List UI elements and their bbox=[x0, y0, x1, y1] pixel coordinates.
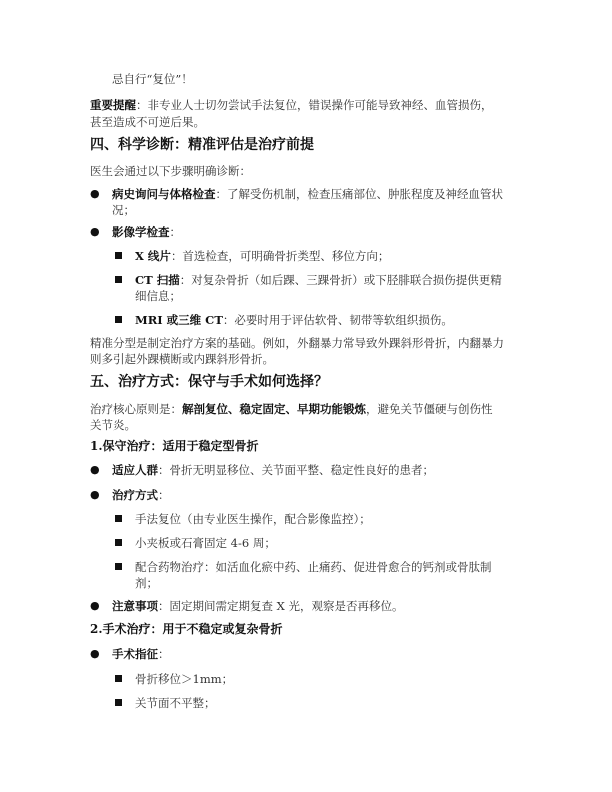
conservative-item-1-label: 适应人群 bbox=[112, 463, 158, 477]
imaging-sub-1-text: ：首选检查，可明确骨折类型、移位方向； bbox=[170, 249, 390, 263]
imaging-sub-1-label: X 线片 bbox=[135, 249, 171, 263]
conservative-item-3 bbox=[112, 597, 404, 615]
surgical-item-1-label: 手术指征 bbox=[112, 647, 158, 661]
section-4-intro: 医生会通过以下步骤明确诊断： bbox=[90, 164, 251, 178]
imaging-sub-3-text: ：必要时用于评估软骨、韧带等软组织损伤。 bbox=[222, 313, 453, 327]
imaging-sub-3-label: MRI 或三维 CT bbox=[135, 313, 223, 327]
conservative-item-2-colon: ： bbox=[158, 488, 170, 502]
bullet-square-icon bbox=[115, 539, 122, 546]
warning-text-2: 甚至造成不可逆后果。 bbox=[90, 115, 205, 129]
bullet-square-icon bbox=[115, 515, 122, 522]
surgical-sub-1: 骨折移位＞1mm； bbox=[135, 672, 234, 686]
bullet-dot-icon: ● bbox=[90, 488, 100, 501]
bullet-square-icon bbox=[115, 316, 122, 323]
conservative-item-2-label: 治疗方式 bbox=[112, 488, 158, 502]
section-4-summary-1: 精准分型是制定治疗方案的基础。例如，外翻暴力常导致外踝斜形骨折，内翻暴力 bbox=[90, 336, 504, 350]
conservative-item-1 bbox=[112, 461, 434, 479]
conservative-item-2 bbox=[112, 486, 170, 504]
diag-item-1-label: 病史询问与体格检查 bbox=[112, 187, 216, 201]
imaging-sub-2-text-2: 细信息； bbox=[135, 289, 181, 303]
imaging-sub-3 bbox=[135, 311, 453, 329]
conservative-item-1-text: ：骨折无明显移位、关节面平整、稳定性良好的患者； bbox=[158, 463, 434, 477]
warning-label: 重要提醒 bbox=[90, 98, 136, 112]
surgical-sub-2: 关节面不平整； bbox=[135, 696, 216, 710]
bullet-square-icon bbox=[115, 276, 122, 283]
conservative-heading: 1.保守治疗：适用于稳定型骨折 bbox=[90, 439, 259, 453]
bullet-dot-icon: ● bbox=[90, 647, 100, 660]
imaging-sub-2-label: CT 扫描 bbox=[135, 273, 180, 287]
diag-item-1-text-2: 况； bbox=[112, 203, 135, 217]
surgical-item-1-colon: ： bbox=[158, 647, 170, 661]
warning-text-1: ：非专业人士切勿尝试手法复位，错误操作可能导致神经、血管损伤， bbox=[136, 98, 493, 112]
section-5-intro bbox=[90, 400, 493, 418]
section-5-title: 五、治疗方式：保守与手术如何选择？ bbox=[90, 374, 328, 390]
conservative-sub-3: 配合药物治疗：如活血化瘀中药、止痛药、促进骨愈合的钙剂或骨肽制 bbox=[135, 560, 492, 574]
diag-item-2-colon: ： bbox=[169, 225, 181, 239]
conservative-item-3-label: 注意事项 bbox=[112, 599, 158, 613]
conservative-sub-3-2: 剂； bbox=[135, 576, 158, 590]
imaging-sub-1 bbox=[135, 247, 389, 265]
section-5-intro-bold: 解剖复位、稳定固定、早期功能锻炼 bbox=[182, 402, 366, 416]
diag-item-2-label: 影像学检查 bbox=[112, 225, 170, 239]
bullet-dot-icon: ● bbox=[90, 225, 100, 238]
diag-item-2 bbox=[112, 223, 181, 241]
diag-item-1 bbox=[112, 185, 503, 203]
bullet-square-icon bbox=[115, 563, 122, 570]
section-4-title: 四、科学诊断：精准评估是治疗前提 bbox=[90, 137, 314, 153]
section-5-intro-2: 关节炎。 bbox=[90, 418, 136, 432]
bullet-dot-icon: ● bbox=[90, 599, 100, 612]
bullet-dot-icon: ● bbox=[90, 187, 100, 200]
bullet-dot-icon: ● bbox=[90, 463, 100, 476]
section-5-intro-post: ，避免关节僵硬与创伤性 bbox=[366, 402, 493, 416]
imaging-sub-2-text: ：对复杂骨折（如后踝、三踝骨折）或下胫腓联合损伤提供更精 bbox=[179, 273, 502, 287]
conservative-sub-2: 小夹板或石膏固定 4-6 周； bbox=[135, 536, 276, 550]
top-line: 忌自行“复位”！ bbox=[112, 72, 193, 86]
surgical-heading: 2.手术治疗：用于不稳定或复杂骨折 bbox=[90, 622, 283, 636]
conservative-item-3-text: ：固定期间需定期复查 X 光，观察是否再移位。 bbox=[158, 599, 404, 613]
warning-paragraph bbox=[90, 96, 493, 114]
section-5-intro-pre: 治疗核心原则是： bbox=[90, 402, 182, 416]
section-4-summary-2: 则多引起外踝横断或内踝斜形骨折。 bbox=[90, 352, 274, 366]
bullet-square-icon bbox=[115, 252, 122, 259]
surgical-item-1 bbox=[112, 645, 170, 663]
bullet-square-icon bbox=[115, 675, 122, 682]
diag-item-1-text: ：了解受伤机制，检查压痛部位、肿胀程度及神经血管状 bbox=[215, 187, 503, 201]
conservative-sub-1: 手法复位（由专业医生操作，配合影像监控）； bbox=[135, 512, 371, 526]
bullet-square-icon bbox=[115, 699, 122, 706]
imaging-sub-2 bbox=[135, 271, 502, 289]
